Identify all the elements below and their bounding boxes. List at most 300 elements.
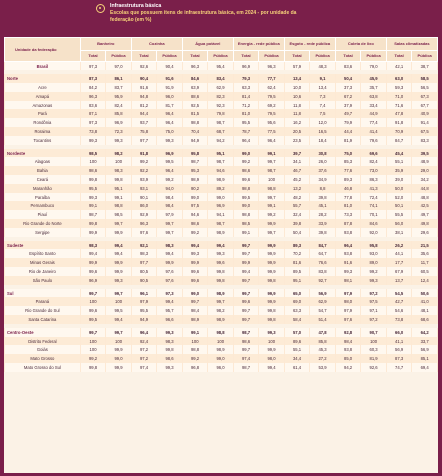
sub-header: Total xyxy=(131,50,157,61)
table-cell: 13,7 xyxy=(386,276,412,285)
table-cell: 70,2 xyxy=(284,249,310,258)
table-cell: 97,9 xyxy=(335,289,361,298)
table-cell: 98,0 xyxy=(335,297,361,306)
table-cell: 69,4 xyxy=(412,363,438,372)
table-cell: 84,7 xyxy=(310,241,336,250)
table-cell: 99,4 xyxy=(233,267,259,276)
table-cell: 82,4 xyxy=(106,101,132,110)
sub-header: Total xyxy=(80,50,106,61)
table-cell: 74,1 xyxy=(361,201,387,210)
table-cell: 20,5 xyxy=(284,127,310,136)
table-cell: 98,9 xyxy=(208,315,234,324)
table-cell: 41,4 xyxy=(361,127,387,136)
table-cell: 99,3 xyxy=(106,276,132,285)
table-cell: 98,8 xyxy=(182,345,208,354)
sub-header: Pública xyxy=(259,50,285,61)
table-cell: 41,1 xyxy=(386,337,412,346)
table-cell: 13,2 xyxy=(284,184,310,193)
table-row xyxy=(5,210,438,219)
table-cell: 29,0 xyxy=(412,166,438,175)
table-cell: 95,4 xyxy=(208,62,234,71)
table-cell: 99,6 xyxy=(208,258,234,267)
table-cell: 98,6 xyxy=(233,166,259,175)
table-cell: 98,7 xyxy=(208,157,234,166)
table-cell: 99,9 xyxy=(106,363,132,372)
table-cell: 91,6 xyxy=(157,74,183,83)
table-cell: 99,5 xyxy=(106,306,132,315)
table-cell: 16,2 xyxy=(284,118,310,127)
table-cell: 29,6 xyxy=(412,228,438,237)
table-cell: 44,9 xyxy=(361,109,387,118)
table-cell: 96,0 xyxy=(208,363,234,372)
table-cell: 99,1 xyxy=(80,201,106,210)
table-cell: 70,4 xyxy=(182,127,208,136)
table-cell: 96,4 xyxy=(233,136,259,145)
table-cell: 92,4 xyxy=(131,337,157,346)
table-cell: 97,7 xyxy=(131,258,157,267)
table-row xyxy=(5,228,438,237)
table-cell: 89,2 xyxy=(208,184,234,193)
table-cell: 95,7 xyxy=(157,306,183,315)
table-cell: 94,1 xyxy=(208,210,234,219)
row-label: Centro-Oeste xyxy=(5,328,81,337)
table-cell: 99,7 xyxy=(80,328,106,337)
table-cell: 45,9 xyxy=(361,74,387,83)
table-cell: 99,4 xyxy=(157,249,183,258)
table-cell: 99,1 xyxy=(233,228,259,237)
row-label: Mato Grosso xyxy=(5,354,81,363)
table-cell: 98,9 xyxy=(182,315,208,324)
table-cell: 68,7 xyxy=(208,127,234,136)
table-cell: 70,1 xyxy=(361,210,387,219)
table-cell: 98,3 xyxy=(157,241,183,250)
table-cell: 96,4 xyxy=(335,241,361,250)
table-cell: 96,4 xyxy=(157,118,183,127)
table-cell: 99,7 xyxy=(80,289,106,298)
table-cell: 99,7 xyxy=(259,228,285,237)
table-cell: 98,9 xyxy=(208,228,234,237)
table-cell: 85,0 xyxy=(335,354,361,363)
table-row xyxy=(5,337,438,346)
row-label: Rondônia xyxy=(5,118,81,127)
table-cell: 42,1 xyxy=(386,62,412,71)
table-row xyxy=(5,276,438,285)
table-cell: 96,3 xyxy=(80,92,106,101)
table-cell: 99,0 xyxy=(182,289,208,298)
table-cell: 99,4 xyxy=(80,249,106,258)
table-cell: 98,7 xyxy=(208,219,234,228)
table-cell: 77,4 xyxy=(361,118,387,127)
table-cell: 89,5 xyxy=(284,267,310,276)
table-cell: 96,8 xyxy=(182,363,208,372)
table-cell: 80,5 xyxy=(131,267,157,276)
row-label: Norte xyxy=(5,74,81,83)
table-cell: 40,9 xyxy=(412,109,438,118)
table-cell: 99,1 xyxy=(259,201,285,210)
page-subtitle: Escolas que possuem itens de infraestrutura básica, em 2024 - por unidade da federação (em %) xyxy=(110,10,297,23)
table-cell: 79,3 xyxy=(233,74,259,83)
sub-header: Pública xyxy=(412,50,438,61)
table-cell: 39,8 xyxy=(310,193,336,202)
row-label: Alagoas xyxy=(5,157,81,166)
table-cell: 96,1 xyxy=(131,289,157,298)
table-cell: 11,7 xyxy=(412,258,438,267)
table-cell: 97,4 xyxy=(131,363,157,372)
table-cell: 94,6 xyxy=(208,166,234,175)
row-label: Acre xyxy=(5,83,81,92)
table-cell: 98,0 xyxy=(259,354,285,363)
table-cell: 94,2 xyxy=(335,363,361,372)
table-cell: 8,8 xyxy=(310,184,336,193)
table-cell: 89,3 xyxy=(284,241,310,250)
table-cell: 97,5 xyxy=(182,201,208,210)
table-cell: 99,9 xyxy=(259,289,285,298)
table-cell: 35,9 xyxy=(386,166,412,175)
table-cell: 86,1 xyxy=(106,74,132,83)
table-cell: 38,1 xyxy=(386,228,412,237)
table-cell: 79,0 xyxy=(361,62,387,71)
table-cell: 91,4 xyxy=(412,118,438,127)
table-cell: 95,3 xyxy=(182,166,208,175)
table-cell: 98,9 xyxy=(182,175,208,184)
table-cell: 45,2 xyxy=(284,175,310,184)
page-title: Infraestrutura básica xyxy=(110,3,162,9)
table-cell: 99,8 xyxy=(157,345,183,354)
table-cell: 9,1 xyxy=(310,74,336,83)
table-cell: 37,6 xyxy=(310,166,336,175)
table-cell: 77,7 xyxy=(259,74,285,83)
sub-header: Pública xyxy=(361,50,387,61)
table-cell: 96,9 xyxy=(80,276,106,285)
table-cell: 98,3 xyxy=(157,337,183,346)
table-cell: 99,9 xyxy=(106,345,132,354)
table-cell: 79,5 xyxy=(259,109,285,118)
table-cell: 72,4 xyxy=(361,193,387,202)
table-cell: 37,9 xyxy=(335,101,361,110)
table-cell: 92,3 xyxy=(208,101,234,110)
table-cell: 93,8 xyxy=(335,228,361,237)
table-cell: 96,6 xyxy=(157,315,183,324)
table-cell: 99,7 xyxy=(157,228,183,237)
table-cell: 100 xyxy=(80,345,106,354)
table-cell: 95,5 xyxy=(80,184,106,193)
sub-header: Pública xyxy=(208,50,234,61)
table-cell: 63,0 xyxy=(386,74,412,83)
group-header: Esgoto - rede pública xyxy=(284,38,335,51)
table-cell: 99,7 xyxy=(157,219,183,228)
row-label: Minas Gerais xyxy=(5,258,81,267)
table-cell: 100 xyxy=(208,337,234,346)
row-label: Rio Grande do Norte xyxy=(5,219,81,228)
table-cell: 99,2 xyxy=(157,175,183,184)
table-cell: 28,2 xyxy=(310,210,336,219)
table-cell: 99,7 xyxy=(259,193,285,202)
table-cell: 93,8 xyxy=(335,249,361,258)
table-cell: 99,6 xyxy=(233,297,259,306)
table-cell: 63,3 xyxy=(284,306,310,315)
table-cell: 93,7 xyxy=(131,118,157,127)
table-cell: 99,7 xyxy=(233,306,259,315)
table-cell: 56,0 xyxy=(386,219,412,228)
table-cell: 98,8 xyxy=(233,184,259,193)
table-cell: 35,7 xyxy=(361,83,387,92)
table-cell: 81,6 xyxy=(284,258,310,267)
table-cell: 98,7 xyxy=(259,166,285,175)
table-cell: 58,4 xyxy=(284,315,310,324)
table-cell: 86,3 xyxy=(361,175,387,184)
table-cell: 63,8 xyxy=(361,92,387,101)
table-cell: 54,6 xyxy=(386,306,412,315)
table-cell: 59,3 xyxy=(386,83,412,92)
table-cell: 93,8 xyxy=(335,345,361,354)
table-cell: 99,9 xyxy=(182,258,208,267)
table-cell: 99,7 xyxy=(233,345,259,354)
table-cell: 99,7 xyxy=(233,289,259,298)
row-label: Pará xyxy=(5,109,81,118)
table-cell: 45,3 xyxy=(310,345,336,354)
table-cell: 92,5 xyxy=(182,101,208,110)
table-cell: 98,6 xyxy=(182,219,208,228)
table-cell: 75,0 xyxy=(335,149,361,158)
table-cell: 96,4 xyxy=(259,136,285,145)
table-cell: 95,1 xyxy=(208,149,234,158)
table-cell: 96,9 xyxy=(106,118,132,127)
table-cell: 99,5 xyxy=(233,193,259,202)
region-row xyxy=(5,241,438,250)
table-cell: 83,8 xyxy=(310,267,336,276)
sub-header: Total xyxy=(284,50,310,61)
table-cell: 67,2 xyxy=(335,92,361,101)
table-cell: 95,1 xyxy=(284,276,310,285)
school-icon xyxy=(96,4,105,13)
table-cell: 97,5 xyxy=(361,297,387,306)
table-cell: 93,1 xyxy=(131,184,157,193)
table-cell: 46,8 xyxy=(335,184,361,193)
table-row xyxy=(5,92,438,101)
table-cell: 99,0 xyxy=(208,354,234,363)
table-cell: 98,7 xyxy=(182,157,208,166)
table-cell: 85,1 xyxy=(412,354,438,363)
table-cell: 99,7 xyxy=(233,241,259,250)
table-cell: 100 xyxy=(106,157,132,166)
table-cell: 97,2 xyxy=(361,289,387,298)
table-row xyxy=(5,166,438,175)
table-cell: 99,7 xyxy=(106,289,132,298)
table-cell: 90,2 xyxy=(182,184,208,193)
table-cell: 97,6 xyxy=(157,267,183,276)
table-cell: 96,9 xyxy=(208,201,234,210)
table-cell: 56,9 xyxy=(412,345,438,354)
table-cell: 99,9 xyxy=(106,267,132,276)
table-cell: 97,6 xyxy=(335,315,361,324)
table-cell: 78,7 xyxy=(233,127,259,136)
table-cell: 99,3 xyxy=(80,136,106,145)
group-header: Água potável xyxy=(182,38,233,51)
table-cell: 38,7 xyxy=(412,62,438,71)
table-cell: 98,2 xyxy=(208,306,234,315)
table-cell: 57,9 xyxy=(284,62,310,71)
table-cell: 81,4 xyxy=(233,92,259,101)
table-row xyxy=(5,136,438,145)
table-cell: 98,9 xyxy=(208,289,234,298)
table-cell: 91,8 xyxy=(386,118,412,127)
table-cell: 21,5 xyxy=(412,241,438,250)
table-cell: 99,8 xyxy=(106,175,132,184)
table-cell: 90,4 xyxy=(157,62,183,71)
country-row xyxy=(5,62,438,71)
table-cell: 94,9 xyxy=(182,136,208,145)
table-cell: 81,7 xyxy=(157,101,183,110)
table-cell: 95,8 xyxy=(361,241,387,250)
table-cell: 92,2 xyxy=(131,166,157,175)
table-cell: 98,8 xyxy=(233,210,259,219)
table-cell: 92,8 xyxy=(335,328,361,337)
table-cell: 33,9 xyxy=(310,219,336,228)
table-cell: 49,7 xyxy=(412,210,438,219)
table-cell: 85,8 xyxy=(106,109,132,118)
table-cell: 7,5 xyxy=(310,109,336,118)
table-cell: 41,0 xyxy=(412,297,438,306)
table-cell: 99,2 xyxy=(233,157,259,166)
table-cell: 91,6 xyxy=(131,83,157,92)
table-cell: 10,0 xyxy=(284,83,310,92)
table-cell: 98,4 xyxy=(335,337,361,346)
table-cell: 55,5 xyxy=(386,210,412,219)
table-cell: 99,1 xyxy=(182,328,208,337)
table-cell: 34,9 xyxy=(310,175,336,184)
table-cell: 82,3 xyxy=(208,92,234,101)
table-cell: 84,6 xyxy=(361,219,387,228)
table-cell: 99,9 xyxy=(259,241,285,250)
table-cell: 71,0 xyxy=(386,92,412,101)
table-cell: 99,6 xyxy=(182,267,208,276)
table-cell: 84,2 xyxy=(80,83,106,92)
table-cell: 53,9 xyxy=(310,363,336,372)
region-row xyxy=(5,289,438,298)
table-cell: 39,0 xyxy=(386,175,412,184)
table-cell: 81,9 xyxy=(361,354,387,363)
table-cell: 99,9 xyxy=(259,345,285,354)
table-cell: 85,3 xyxy=(335,157,361,166)
table-cell: 77,5 xyxy=(259,127,285,136)
table-cell: 95,6 xyxy=(259,118,285,127)
table-cell: 98,5 xyxy=(80,149,106,158)
table-cell: 99,8 xyxy=(259,315,285,324)
table-cell: 97,0 xyxy=(106,62,132,71)
table-cell: 66,0 xyxy=(386,328,412,337)
row-label: Tocantins xyxy=(5,136,81,145)
table-cell: 13,4 xyxy=(284,74,310,83)
table-cell: 42,7 xyxy=(386,297,412,306)
table-cell: 92,9 xyxy=(131,210,157,219)
table-cell: 60,3 xyxy=(361,345,387,354)
table-cell: 96,3 xyxy=(259,62,285,71)
row-label: Goiás xyxy=(5,345,81,354)
table-row xyxy=(5,219,438,228)
table-cell: 39,5 xyxy=(412,149,438,158)
table-cell: 67,9 xyxy=(386,267,412,276)
table-cell: 99,0 xyxy=(233,201,259,210)
table-cell: 47,8 xyxy=(310,328,336,337)
group-header: Coleta de lixo xyxy=(335,38,386,51)
table-cell: 99,7 xyxy=(182,297,208,306)
table-cell: 98,8 xyxy=(106,201,132,210)
table-cell: 67,5 xyxy=(412,127,438,136)
region-row xyxy=(5,149,438,158)
table-cell: 95,5 xyxy=(131,306,157,315)
table-cell: 99,8 xyxy=(80,363,106,372)
table-cell: 100 xyxy=(182,337,208,346)
table-cell: 98,6 xyxy=(233,337,259,346)
table-cell: 81,0 xyxy=(233,109,259,118)
table-cell: 88,6 xyxy=(182,92,208,101)
table-cell: 81,9 xyxy=(335,136,361,145)
table-row xyxy=(5,345,438,354)
table-cell: 99,2 xyxy=(182,354,208,363)
table-cell: 98,8 xyxy=(208,328,234,337)
table-cell: 100 xyxy=(259,337,285,346)
table-cell: 96,4 xyxy=(157,166,183,175)
table-row xyxy=(5,249,438,258)
table-cell: 83,7 xyxy=(106,83,132,92)
table-cell: 71,6 xyxy=(386,101,412,110)
table-cell: 63,3 xyxy=(233,83,259,92)
table-cell: 99,0 xyxy=(208,193,234,202)
table-cell: 32,4 xyxy=(284,210,310,219)
table-cell: 55,1 xyxy=(386,157,412,166)
table-cell: 100 xyxy=(80,337,106,346)
table-cell: 73,0 xyxy=(361,166,387,175)
table-cell: 86,0 xyxy=(131,201,157,210)
table-cell: 91,6 xyxy=(335,258,361,267)
table-cell: 89,3 xyxy=(335,175,361,184)
table-cell: 100 xyxy=(80,297,106,306)
sub-header: Pública xyxy=(157,50,183,61)
table-cell: 87,3 xyxy=(80,74,106,83)
table-cell: 99,6 xyxy=(182,276,208,285)
table-cell: 96,9 xyxy=(157,149,183,158)
table-cell: 44,1 xyxy=(386,249,412,258)
table-cell: 98,7 xyxy=(233,363,259,372)
table-cell: 69,0 xyxy=(284,297,310,306)
table-row xyxy=(5,127,438,136)
row-label: Roraima xyxy=(5,127,81,136)
table-cell: 98,8 xyxy=(259,184,285,193)
table-cell: 62,9 xyxy=(208,83,234,92)
region-row xyxy=(5,74,438,83)
table-cell: 48,2 xyxy=(284,193,310,202)
table-cell: 98,4 xyxy=(182,306,208,315)
table-cell: 99,9 xyxy=(106,228,132,237)
table-cell: 98,5 xyxy=(106,210,132,219)
table-cell: 99,8 xyxy=(259,276,285,285)
table-cell: 39,7 xyxy=(284,149,310,158)
table-cell: 58,5 xyxy=(412,74,438,83)
table-cell: 50,1 xyxy=(386,201,412,210)
table-cell: 81,0 xyxy=(335,201,361,210)
table-cell: 100 xyxy=(80,157,106,166)
table-cell: 99,9 xyxy=(259,249,285,258)
sub-header: Pública xyxy=(310,50,336,61)
table-cell: 98,4 xyxy=(157,193,183,202)
row-label: Rio Grande do Sul xyxy=(5,306,81,315)
table-cell: 100 xyxy=(361,337,387,346)
table-cell: 97,9 xyxy=(335,306,361,315)
table-cell: 69,2 xyxy=(259,101,285,110)
table-cell: 99,9 xyxy=(259,267,285,276)
table-cell: 99,7 xyxy=(233,249,259,258)
table-cell: 99,3 xyxy=(157,363,183,372)
